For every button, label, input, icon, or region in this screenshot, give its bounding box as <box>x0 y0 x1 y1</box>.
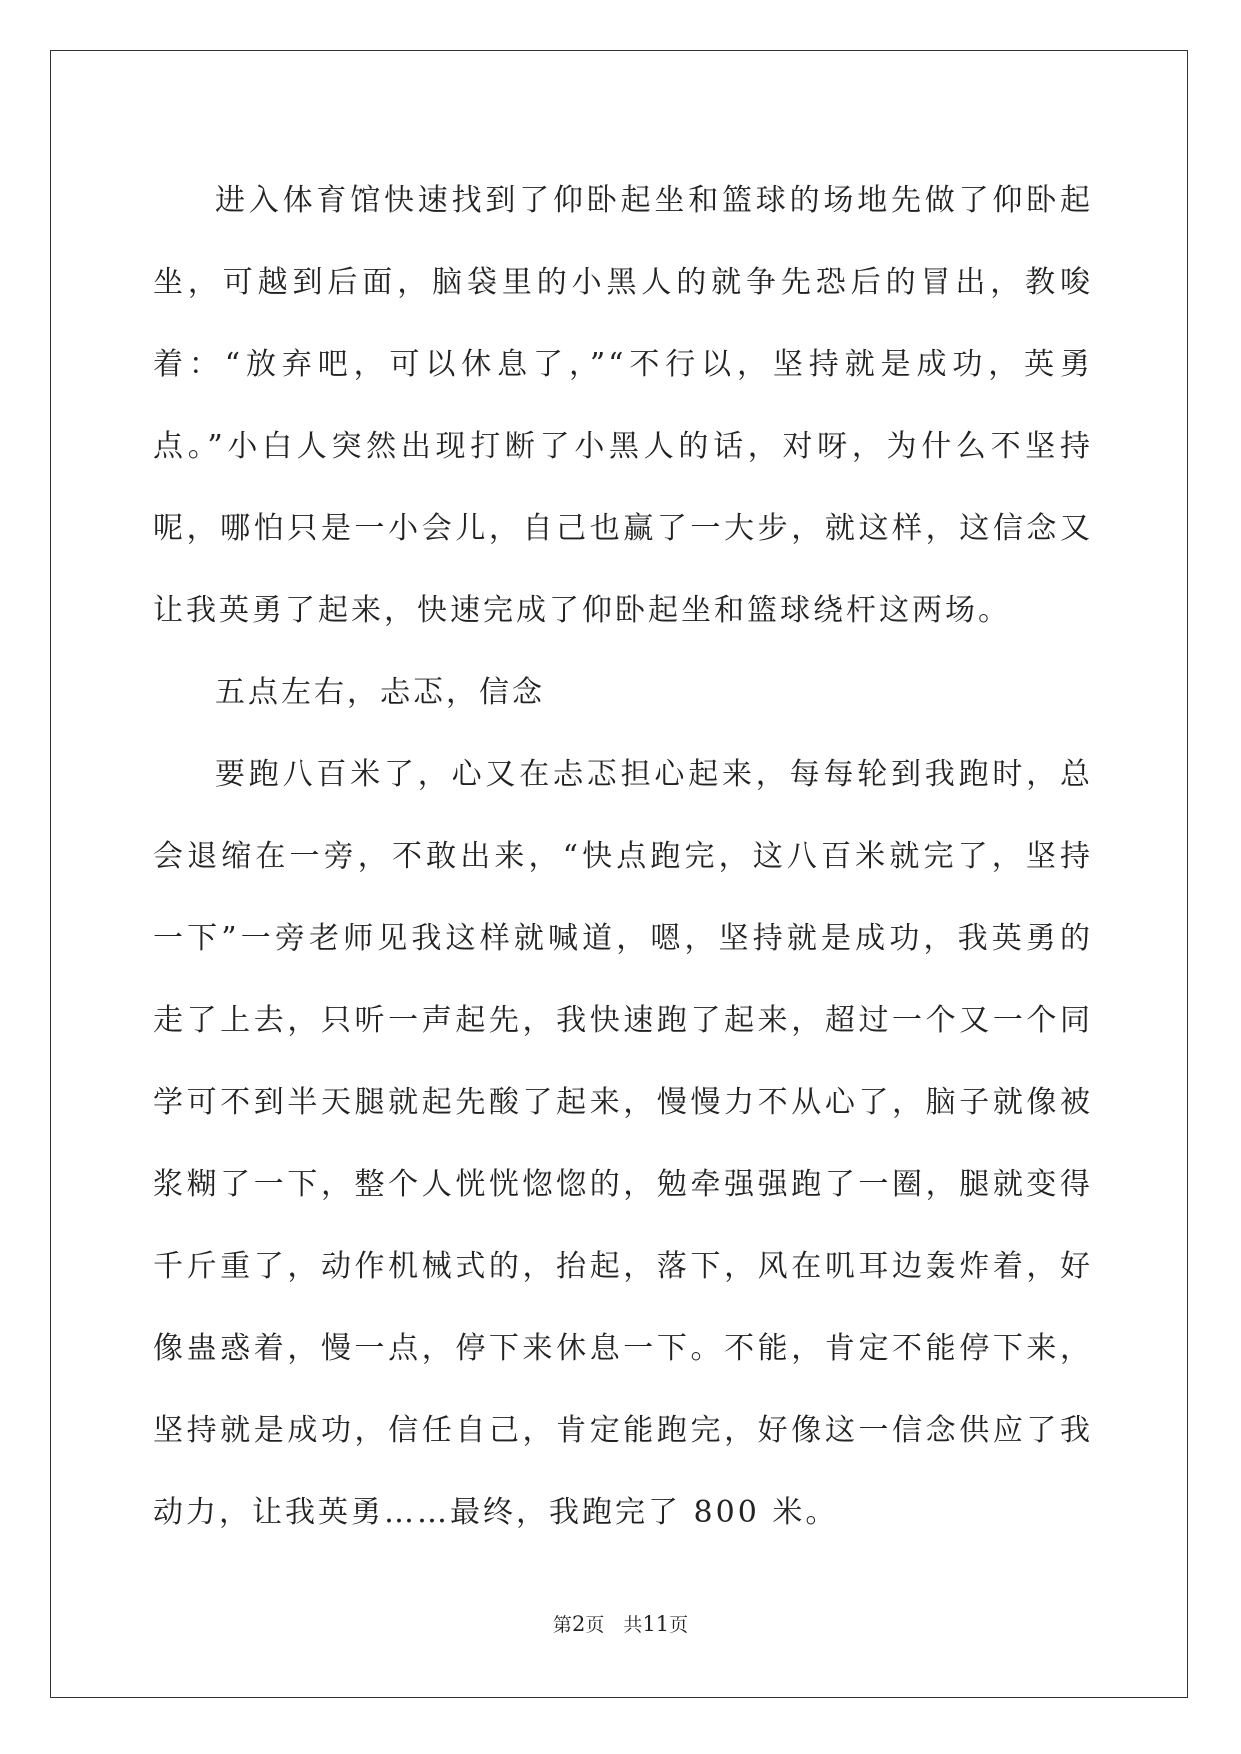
footer-prefix: 第 <box>552 1614 572 1636</box>
page-footer <box>0 1610 1241 1637</box>
paragraph-heading-five-oclock: 五点左右，忐忑，信念 <box>215 675 545 710</box>
document-body <box>153 160 1093 1554</box>
footer-suffix: 页 <box>669 1614 689 1636</box>
paragraph-gym: 进入体育馆快速找到了仰卧起坐和篮球的场地先做了仰卧起坐，可越到后面，脑袋里的小黑人的就争先恐后的冒出，教唆着：“放弃吧，可以休息了，”“不行以，坚持就是成功，英勇点。”小白人突然出现打断了小黑人的话，对呀，为什么不坚持呢，哪怕只是一小会儿，自己也赢了一大步，就这样，这信念又让我英勇了起来，快速完成了仰卧起坐和篮球绕杆这两场。 <box>153 183 1093 628</box>
footer-middle: 页 共 <box>585 1614 643 1636</box>
footer-current-page: 2 <box>571 1612 586 1636</box>
footer-total-pages: 11 <box>642 1612 670 1636</box>
paragraph-800m-run: 要跑八百米了，心又在忐忑担心起来，每每轮到我跑时，总会退缩在一旁，不敢出来，“快点跑完，这八百米就完了，坚持一下”一旁老师见我这样就喊道，嗯，坚持就是成功，我英勇的走了上去，只听一声起先，我快速跑了起来，超过一个又一个同学可不到半天腿就起先酸了起来，慢慢力不从心了，脑子就像被浆糊了一下，整个人恍恍惚惚的，勉牵强强跑了一圈，腿就变得千斤重了，动作机械式的，抬起，落下，风在叽耳边轰炸着，好像蛊惑着，慢一点，停下来休息一下。不能，肯定不能停下来，坚持就是成功，信任自己，肯定能跑完，好像这一信念供应了我动力，让我英勇……最终，我跑完了 800 米。 <box>153 757 1093 1530</box>
